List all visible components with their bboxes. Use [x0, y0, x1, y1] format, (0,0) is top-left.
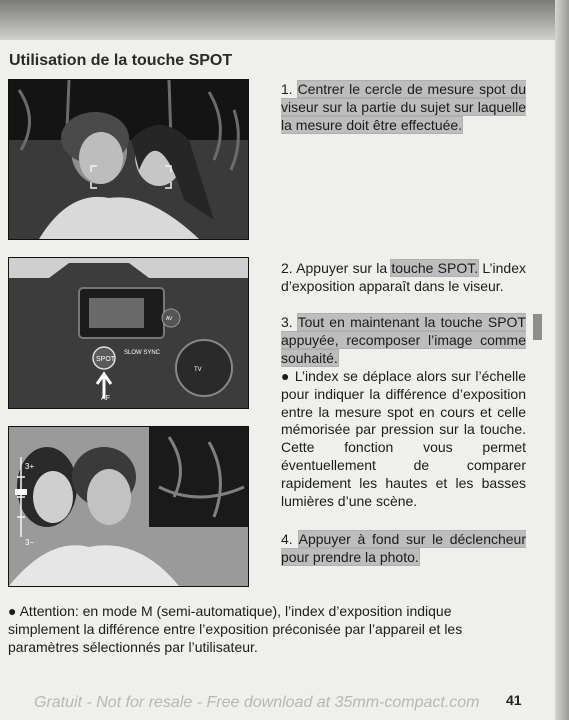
- step-number: 4.: [281, 531, 293, 547]
- bullet-icon: ●: [8, 603, 17, 619]
- note-text: Attention: en mode M (semi-automatique), l’index d’exposition indique simplement la différence entre l’exposition préconisée par l’appareil et les paramètres sélectionnés par l’utilisateur.: [8, 603, 463, 655]
- watermark-footer: Gratuit - Not for resale - Free download at 35mm-compact.com: [34, 694, 480, 711]
- attention-note: [8, 602, 524, 656]
- step-text-highlighted: touche SPOT.: [391, 260, 479, 276]
- step-number: 3.: [281, 314, 293, 330]
- tv-label: TV: [194, 367, 202, 373]
- step-text: L’index d’exposition apparaît dans le viseur.: [281, 260, 526, 294]
- av-label: AV: [166, 316, 173, 322]
- step-text-highlighted: Appuyer à fond sur le déclencheur pour prendre la photo.: [281, 531, 527, 565]
- step-3: [281, 314, 526, 367]
- scale-top-label: 3+: [25, 462, 35, 471]
- photo-camera-spot-button: [8, 257, 249, 409]
- scale-bottom-label: 3−: [25, 538, 35, 547]
- page-top-shadow: [0, 0, 569, 40]
- spot-label: SPOT: [96, 356, 116, 363]
- step-number: 2.: [281, 260, 293, 276]
- step-text-highlighted: Tout en maintenant la touche SPOT appuyée, recomposer l’image comme souhaité.: [281, 314, 526, 366]
- photo-recompose: [8, 426, 249, 587]
- step-4: [281, 531, 526, 567]
- exposure-index-marker: [15, 489, 27, 495]
- page-number: 41: [506, 692, 522, 708]
- bullet-text: L’index se déplace alors sur l’échelle pour indiquer la différence d’exposition entre la mesure spot en cours et celle mémorisée par pression sur la touche. Cette fonction vous permet éventuellement de comparer rapidement les hautes et les basses lumières d’une scène.: [281, 368, 527, 509]
- step-number: 1.: [281, 81, 293, 97]
- af-label: AF: [101, 395, 110, 402]
- page-title: Utilisation de la touche SPOT: [9, 52, 233, 69]
- photo-subject-framing: [8, 79, 249, 240]
- binding-shadow: [555, 0, 569, 720]
- step-text-highlighted: Centrer le cercle de mesure spot du viseur sur la partie du sujet sur laquelle la mesure doit être effectuée.: [281, 81, 526, 133]
- step-bullet: [281, 368, 526, 510]
- step-text: Appuyer sur la: [296, 260, 388, 276]
- step-1: [281, 81, 526, 134]
- slow-sync-label: SLOW SYNC: [124, 350, 161, 356]
- page-edge-tab: [533, 314, 542, 340]
- bullet-icon: ●: [281, 368, 291, 384]
- step-2: [281, 260, 526, 296]
